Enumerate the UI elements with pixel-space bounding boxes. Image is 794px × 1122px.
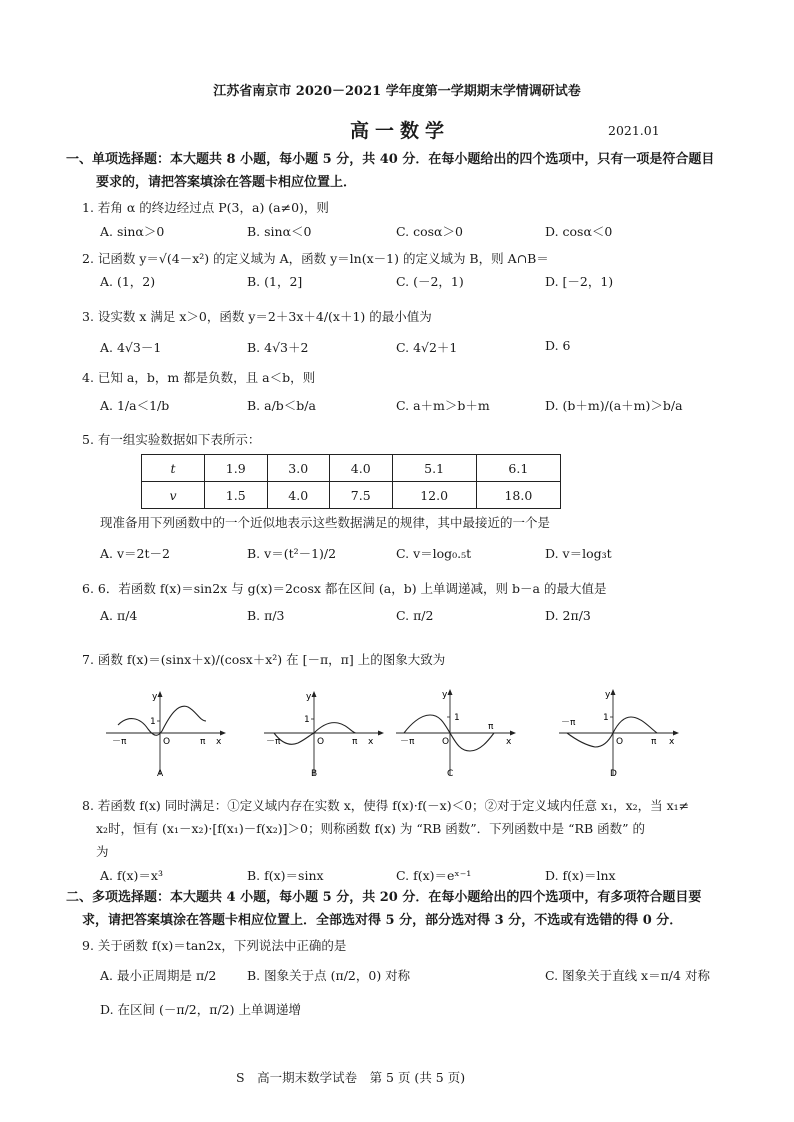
table-cell: 18.0: [476, 482, 560, 509]
q3-option-a: A. 4√3－1: [100, 340, 162, 355]
q5-option-b: B. v＝(t²－1)/2: [247, 546, 337, 561]
page-footer: S 高一期末数学试卷 第 5 页 (共 5 页): [236, 1070, 466, 1085]
q8-option-a: A. f(x)＝x³: [100, 868, 163, 883]
q7-stem: 7. 函数 f(x)＝(sinx＋x)/(cosx＋x²) 在 [－π，π] 上的图象大致为: [82, 652, 446, 667]
graph-option-label: B: [311, 769, 318, 779]
table-cell: 12.0: [392, 482, 476, 509]
graph-origin-label: O: [442, 737, 450, 747]
table-row: [142, 455, 561, 482]
q8-stem-line3: 为: [96, 844, 109, 859]
graph-neg-pi-label: －π: [112, 737, 127, 747]
graph-origin-label: O: [616, 737, 624, 747]
table-cell: 6.1: [476, 455, 560, 482]
graph-pi-label: π: [352, 737, 358, 747]
graph-neg-pi-label: －π: [400, 737, 415, 747]
graph-one-label: 1: [454, 713, 460, 723]
q9-option-b: B. 图象关于点 (π/2，0) 对称: [247, 968, 411, 983]
q5-option-d: D. v＝log₃t: [545, 546, 612, 561]
graph-pi-label: π: [488, 722, 494, 732]
q1-option-b: B. sinα＜0: [247, 224, 312, 239]
graph-neg-pi-label: －π: [561, 718, 576, 728]
graph-origin-label: O: [317, 737, 325, 747]
section2-instructions-line2: 求，请把答案填涂在答题卡相应位置上．全部选对得 5 分，部分选对得 3 分，不选或有选错的得 0 分．: [82, 913, 683, 928]
table-header-cell: v: [142, 482, 205, 509]
q4-option-c: C. a＋m＞b＋m: [396, 398, 490, 413]
subject-title: 高一数学: [350, 120, 451, 142]
graph-option-label: A: [157, 769, 164, 779]
q8-option-c: C. f(x)＝eˣ⁻¹: [396, 868, 472, 883]
table-header-cell: t: [142, 455, 205, 482]
graph-x-label: x: [506, 737, 512, 747]
table-cell: 7.5: [330, 482, 393, 509]
q9-option-d: D. 在区间 (－π/2，π/2) 上单调递增: [100, 1002, 301, 1017]
q2-option-b: B. (1，2]: [247, 274, 303, 289]
graph-x-label: x: [669, 737, 675, 747]
q1-option-d: D. cosα＜0: [545, 224, 613, 239]
q6-option-c: C. π/2: [396, 608, 434, 623]
q5-option-c: C. v＝log₀.₅t: [396, 546, 472, 561]
q8-stem-line2: x₂时，恒有 (x₁－x₂)·[f(x₁)－f(x₂)]＞0；则称函数 f(x) 为 “RB 函数”．下列函数中是 “RB 函数” 的: [96, 821, 645, 836]
graph-option-label: D: [610, 769, 617, 779]
q4-stem: 4. 已知 a，b，m 都是负数，且 a＜b，则: [82, 370, 316, 385]
q5-followup: 现准备用下列函数中的一个近似地表示这些数据满足的规律，其中最接近的一个是: [100, 515, 551, 530]
q2-stem: 2. 记函数 y＝√(4－x²) 的定义域为 A，函数 y＝ln(x－1) 的定义域为 B，则 A∩B＝: [82, 251, 549, 266]
section2-instructions-line1: 二、多项选择题：本大题共 4 小题，每小题 5 分，共 20 分．在每小题给出的四个选项中，有多项符合题目要: [66, 890, 702, 905]
exam-title: 江苏省南京市 2020－2021 学年度第一学期期末学情调研试卷: [213, 84, 581, 99]
q9-option-c: C. 图象关于直线 x＝π/4 对称: [545, 968, 710, 983]
q3-option-d: D. 6: [545, 338, 571, 353]
table-cell: 5.1: [392, 455, 476, 482]
q6-stem: 6. 6．若函数 f(x)＝sin2x 与 g(x)＝2cosx 都在区间 (a，b) 上单调递减，则 b－a 的最大值是: [82, 581, 607, 596]
q9-stem: 9. 关于函数 f(x)＝tan2x，下列说法中正确的是: [82, 938, 347, 953]
graph-origin-label: O: [163, 737, 171, 747]
table-cell: 4.0: [267, 482, 330, 509]
q9-option-a: A. 最小正周期是 π/2: [100, 968, 217, 983]
q4-option-d: D. (b＋m)/(a＋m)＞b/a: [545, 398, 683, 413]
table-cell: 3.0: [267, 455, 330, 482]
q7-graph-c: [390, 685, 520, 780]
q7-graph-d: [553, 685, 683, 780]
graph-x-label: x: [368, 737, 374, 747]
q3-option-b: B. 4√3＋2: [247, 340, 309, 355]
graph-x-label: x: [216, 737, 222, 747]
q3-stem: 3. 设实数 x 满足 x＞0，函数 y＝2＋3x＋4/(x＋1) 的最小值为: [82, 309, 432, 324]
graph-pi-label: π: [651, 737, 657, 747]
q7-graph-b: [258, 685, 388, 780]
graph-one-label: 1: [304, 715, 310, 725]
graph-one-label: 1: [603, 713, 609, 723]
section1-instructions-line2: 要求的，请把答案填涂在答题卡相应位置上．: [96, 175, 357, 190]
graph-neg-pi-label: －π: [266, 737, 281, 747]
q6-option-d: D. 2π/3: [545, 608, 591, 623]
graph-y-label: y: [152, 692, 158, 702]
q2-option-a: A. (1，2): [100, 274, 156, 289]
graph-pi-label: π: [200, 737, 206, 747]
table-cell: 4.0: [330, 455, 393, 482]
q1-option-c: C. cosα＞0: [396, 224, 463, 239]
q5-option-a: A. v＝2t－2: [100, 546, 170, 561]
q8-stem-line1: 8. 若函数 f(x) 同时满足：①定义域内存在实数 x，使得 f(x)·f(－x)＜0；②对于定义域内任意 x₁，x₂，当 x₁≠: [82, 798, 690, 813]
q8-option-d: D. f(x)＝lnx: [545, 868, 616, 883]
q5-stem: 5. 有一组实验数据如下表所示：: [82, 432, 261, 447]
graph-option-label: C: [447, 769, 454, 779]
graph-y-label: y: [442, 690, 448, 700]
q2-option-c: C. (－2，1): [396, 274, 464, 289]
q1-option-a: A. sinα＞0: [100, 224, 165, 239]
graph-one-label: 1: [150, 717, 156, 727]
exam-date: 2021.01: [608, 123, 660, 138]
q4-option-b: B. a/b＜b/a: [247, 398, 316, 413]
q6-option-a: A. π/4: [100, 608, 138, 623]
q3-option-c: C. 4√2＋1: [396, 340, 458, 355]
q1-stem: 1. 若角 α 的终边经过点 P(3，a) (a≠0)，则: [82, 200, 329, 215]
table-cell: 1.9: [205, 455, 268, 482]
section1-instructions-line1: 一、单项选择题：本大题共 8 小题，每小题 5 分，共 40 分．在每小题给出的四个选项中，只有一项是符合题目: [66, 152, 715, 167]
q7-graph-a: [100, 685, 230, 780]
q8-option-b: B. f(x)＝sinx: [247, 868, 324, 883]
q5-data-table: [141, 454, 561, 509]
table-cell: 1.5: [205, 482, 268, 509]
graph-y-label: y: [306, 692, 312, 702]
graph-y-label: y: [605, 690, 611, 700]
q4-option-a: A. 1/a＜1/b: [100, 398, 170, 413]
q2-option-d: D. [－2，1): [545, 274, 614, 289]
q6-option-b: B. π/3: [247, 608, 285, 623]
table-row: [142, 482, 561, 509]
